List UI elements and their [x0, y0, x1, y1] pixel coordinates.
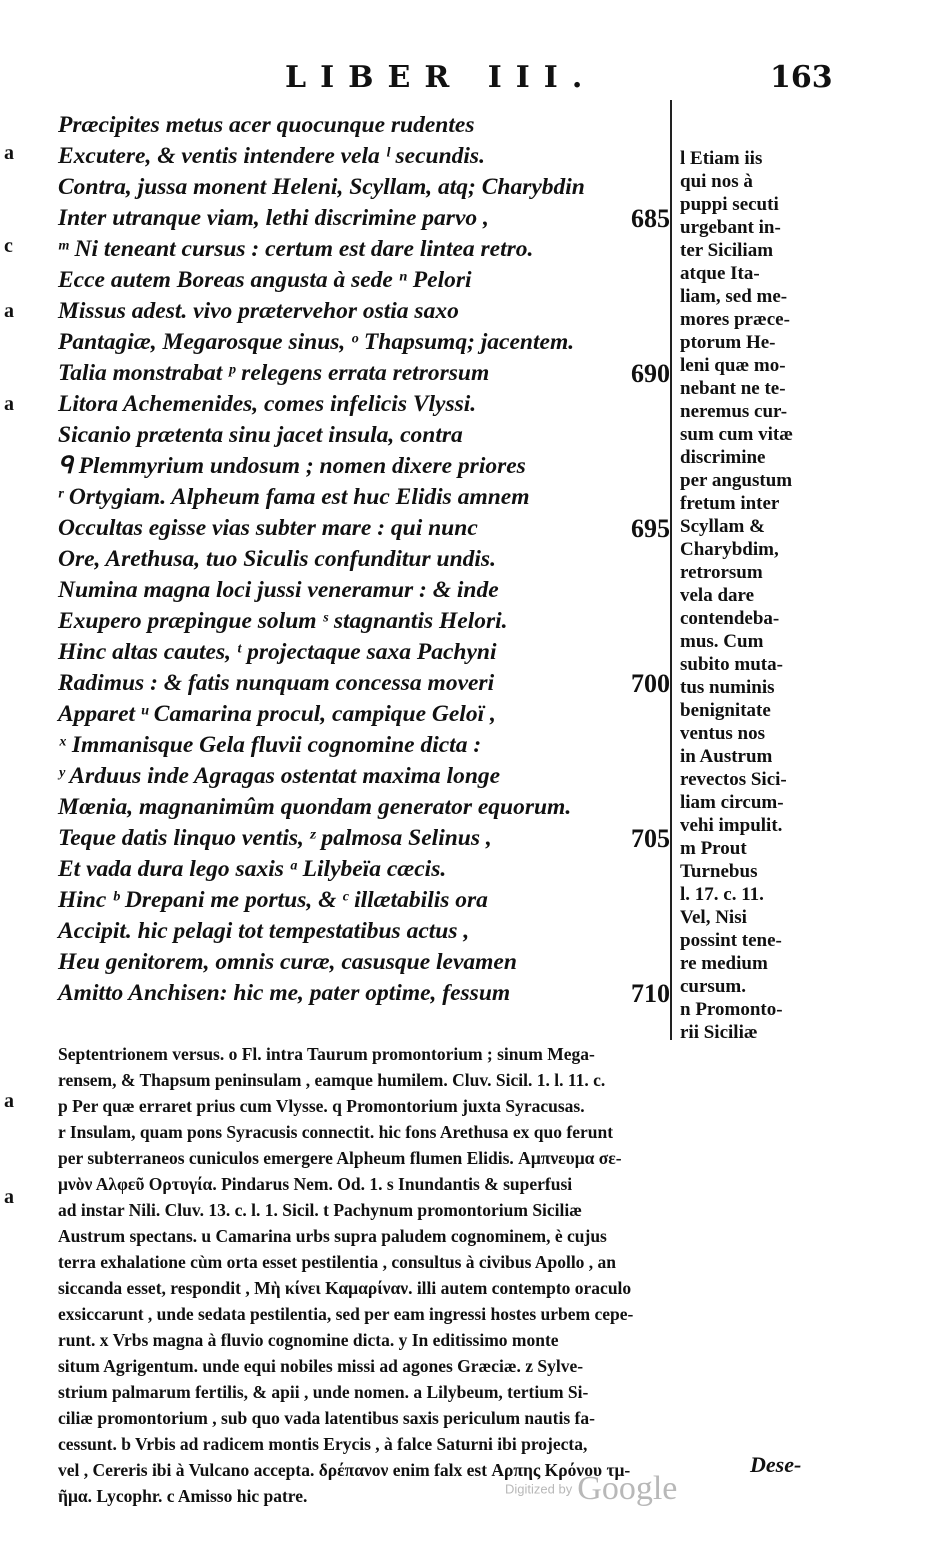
margin-note-line: vela dare: [680, 585, 755, 606]
verse-text: Et vada dura lego saxis ᵃ Lilybeïa cæcis.: [58, 856, 447, 882]
verse-text: Ecce autem Boreas angusta à sede ⁿ Pelori: [58, 267, 472, 293]
line-number: 695: [631, 514, 670, 543]
margin-note-line: l. 17. c. 11.: [680, 884, 764, 905]
verse-line: [58, 389, 670, 420]
verse-line: [58, 854, 670, 885]
verse-line: [58, 575, 670, 606]
margin-note-line: liam circum-: [680, 792, 784, 813]
footnote-line: per subterraneos cuniculos emergere Alpheum flumen Elidis. Αμπνευμα σε-: [58, 1148, 622, 1168]
margin-mark: c: [4, 235, 13, 257]
verse-line: [58, 761, 670, 792]
verse-line: [58, 513, 670, 544]
margin-mark: a: [4, 300, 14, 322]
line-number: 700: [631, 669, 670, 698]
margin-note-line: rii Siciliæ: [680, 1022, 758, 1043]
verse-text: Numina magna loci jussi veneramur : & inde: [58, 577, 499, 603]
verse-line: [58, 141, 670, 172]
margin-note-line: puppi secuti: [680, 194, 779, 215]
margin-note-line: nebant ne te-: [680, 378, 786, 399]
margin-note-line: m Prout: [680, 838, 747, 859]
footnote-line: runt. x Vrbs magna à fluvio cognomine dicta. y In editissimo monte: [58, 1330, 559, 1350]
footnote-line: exsiccarunt , unde sedata pestilentia, sed per eam ingressi hostes urbem cepe-: [58, 1304, 634, 1324]
margin-notes-column: [680, 147, 830, 1044]
margin-note-line: contendeba-: [680, 608, 780, 629]
verse-text: ʸ Arduus inde Agragas ostentat maxima longe: [58, 763, 501, 789]
verse-line: [58, 296, 670, 327]
verse-text: Hinc altas cautes, ᵗ projectaque saxa Pachyni: [58, 639, 497, 665]
verse-text: Ore, Arethusa, tuo Siculis confunditur undis.: [58, 546, 496, 572]
verse-line: [58, 792, 670, 823]
verse-line: [58, 234, 670, 265]
margin-note-line: qui nos à: [680, 171, 753, 192]
footnote-line: terra exhalatione cùm orta esset pestilentia , consultus à civibus Apollo , an: [58, 1252, 617, 1272]
footnote-line: situm Agrigentum. unde equi nobiles missi ad agones Græciæ. z Sylve-: [58, 1356, 584, 1376]
verse-line: [58, 358, 670, 389]
verse-line: [58, 699, 670, 730]
margin-note-line: mores præce-: [680, 309, 790, 330]
verse-text: Hinc ᵇ Drepani me portus, & ᶜ illætabilis ora: [58, 887, 488, 913]
margin-note-line: ter Siciliam: [680, 240, 774, 261]
verse-line: [58, 203, 670, 234]
verse-line: [58, 482, 670, 513]
margin-note-line: l Etiam iis: [680, 148, 763, 169]
margin-note-line: fretum inter: [680, 493, 780, 514]
verse-text: Præcipites metus acer quocunque rudentes: [58, 112, 475, 138]
verse-line: [58, 327, 670, 358]
margin-note-line: retrorsum: [680, 562, 763, 583]
watermark-prefix: Digitized by: [505, 1481, 573, 1497]
footnote-line: Austrum spectans. u Camarina urbs supra paludem cognominem, è cujus: [58, 1226, 607, 1246]
google-logo: Google: [577, 1470, 678, 1507]
footnote-line: siccanda esset, respondit , Μὴ κίνει Καμαρίναν. illi autem contempto oraculo: [58, 1278, 632, 1298]
margin-note-line: revectos Sici-: [680, 769, 787, 790]
footnote-line: ciliæ promontorium , sub quo vada latentibus saxis periculum nautis fa-: [58, 1408, 595, 1428]
verse-text: Occultas egisse vias subter mare : qui nunc: [58, 515, 478, 541]
verse-text: Pantagiæ, Megarosque sinus, ᵒ Thapsumq; jacentem.: [58, 329, 575, 355]
margin-mark: a: [4, 142, 14, 164]
line-number: 705: [631, 824, 670, 853]
margin-note-line: Turnebus: [680, 861, 758, 882]
margin-note-line: tus numinis: [680, 677, 775, 698]
margin-note-line: per angustum: [680, 470, 793, 491]
margin-mark: a: [4, 393, 14, 415]
footnote-line: r Insulam, quam pons Syracusis connectit. hic fons Arethusa ex quo ferunt: [58, 1122, 614, 1142]
verse-line: [58, 110, 670, 141]
verse-line: [58, 544, 670, 575]
verse-line: [58, 916, 670, 947]
verse-line: [58, 265, 670, 296]
verse-line: [58, 730, 670, 761]
column-divider: [670, 100, 672, 1040]
footnote-line: vel , Cereris ibi à Vulcano accepta. δρέπανον enim falx est Αρπης Κρόνου τμ-: [58, 1460, 631, 1480]
footnote-line: cessunt. b Vrbis ad radicem montis Erycis , à falce Saturni ibi projecta,: [58, 1434, 588, 1454]
digitized-watermark: [505, 1470, 677, 1508]
margin-note-line: leni quæ mo-: [680, 355, 786, 376]
footnote-line: rensem, & Thapsum peninsulam , eamque humilem. Cluv. Sicil. 1. l. 11. c.: [58, 1070, 606, 1090]
footnote-line: strium palmarum fertilis, & apii , unde nomen. a Lilybeum, tertium Si-: [58, 1382, 589, 1402]
verse-line: [58, 420, 670, 451]
verse-line: [58, 978, 670, 1009]
margin-note-line: vehi impulit.: [680, 815, 783, 836]
verse-text: Litora Achemenides, comes infelicis Vlyssi.: [58, 391, 477, 417]
line-number: 710: [631, 979, 670, 1008]
footnotes-block: [58, 1041, 818, 1509]
verse-text: Missus adest. vivo prætervehor ostia saxo: [58, 298, 459, 324]
verse-text: Teque datis linquo ventis, ᶻ palmosa Selinus ,: [58, 825, 492, 851]
footnote-line: ῆμα. Lycophr. c Amisso hic patre.: [58, 1486, 308, 1506]
verse-text: Mœnia, magnanimûm quondam generator equorum.: [58, 794, 572, 820]
page-number: 163: [770, 60, 833, 95]
footnote-line: p Per quæ erraret prius cum Vlysse. q Promontorium juxta Syracusas.: [58, 1096, 585, 1116]
verse-line: [58, 947, 670, 978]
margin-note-line: neremus cur-: [680, 401, 788, 422]
verse-text: Apparet ᵘ Camarina procul, campique Geloï ,: [58, 701, 496, 727]
verse-line: [58, 637, 670, 668]
margin-note-line: n Promonto-: [680, 999, 783, 1020]
margin-note-line: in Austrum: [680, 746, 773, 767]
margin-note-line: re medium: [680, 953, 768, 974]
line-number: 690: [631, 359, 670, 388]
verse-line: [58, 451, 670, 482]
margin-note-line: discrimine: [680, 447, 766, 468]
page-header: [0, 60, 929, 100]
margin-note-line: Charybdim,: [680, 539, 779, 560]
verse-line: [58, 606, 670, 637]
margin-note-line: mus. Cum: [680, 631, 764, 652]
verse-text: Talia monstrabat ᵖ relegens errata retrorsum: [58, 360, 490, 386]
margin-note-line: cursum.: [680, 976, 746, 997]
margin-mark: a: [4, 1090, 14, 1112]
margin-note-line: ventus nos: [680, 723, 765, 744]
footnote-line: ad instar Nili. Cluv. 13. c. l. 1. Sicil. t Pachynum promontorium Siciliæ: [58, 1200, 582, 1220]
margin-note-line: Vel, Nisi: [680, 907, 747, 928]
verse-text: ᵐ Ni teneant cursus : certum est dare lintea retro.: [58, 236, 534, 262]
verse-text: ˣ Immanisque Gela fluvii cognomine dicta :: [58, 732, 482, 758]
verse-text: Inter utranque viam, lethi discrimine parvo ,: [58, 205, 489, 231]
margin-note-line: subito muta-: [680, 654, 783, 675]
margin-note-line: ptorum He-: [680, 332, 776, 353]
footnote-line: μνὸν Αλφεῦ Ορτυγία. Pindarus Nem. Od. 1. s Inundantis & superfusi: [58, 1174, 573, 1194]
verse-line: [58, 172, 670, 203]
margin-note-line: possint tene-: [680, 930, 782, 951]
verse-line: [58, 668, 670, 699]
verse-text: Excutere, & ventis intendere vela ˡ secundis.: [58, 143, 485, 169]
line-number: 685: [631, 204, 670, 233]
margin-note-line: atque Ita-: [680, 263, 760, 284]
running-title: LIBER III.: [285, 60, 597, 95]
margin-note-line: sum cum vitæ: [680, 424, 793, 445]
margin-note-line: liam, sed me-: [680, 286, 788, 307]
verse-line: [58, 823, 670, 854]
catchword: Dese-: [750, 1452, 802, 1477]
verse-text: ᑫ Plemmyrium undosum ; nomen dixere priores: [58, 453, 526, 479]
verse-column: [58, 110, 670, 1009]
verse-line: [58, 885, 670, 916]
footnote-line: Septentrionem versus. o Fl. intra Taurum promontorium ; sinum Mega-: [58, 1044, 595, 1064]
verse-text: Heu genitorem, omnis curæ, casusque levamen: [58, 949, 517, 975]
margin-note-line: Scyllam &: [680, 516, 765, 537]
margin-mark: a: [4, 1186, 14, 1208]
margin-note-line: benignitate: [680, 700, 771, 721]
verse-text: ʳ Ortygiam. Alpheum fama est huc Elidis amnem: [58, 484, 530, 510]
margin-note-line: urgebant in-: [680, 217, 781, 238]
verse-text: Exupero præpingue solum ˢ stagnantis Helori.: [58, 608, 508, 634]
verse-text: Sicanio prætenta sinu jacet insula, contra: [58, 422, 463, 448]
verse-text: Contra, jussa monent Heleni, Scyllam, atq; Charybdin: [58, 174, 585, 200]
verse-text: Radimus : & fatis nunquam concessa moveri: [58, 670, 495, 696]
verse-text: Accipit. hic pelagi tot tempestatibus actus ,: [58, 918, 470, 944]
verse-text: Amitto Anchisen: hic me, pater optime, fessum: [58, 980, 511, 1006]
